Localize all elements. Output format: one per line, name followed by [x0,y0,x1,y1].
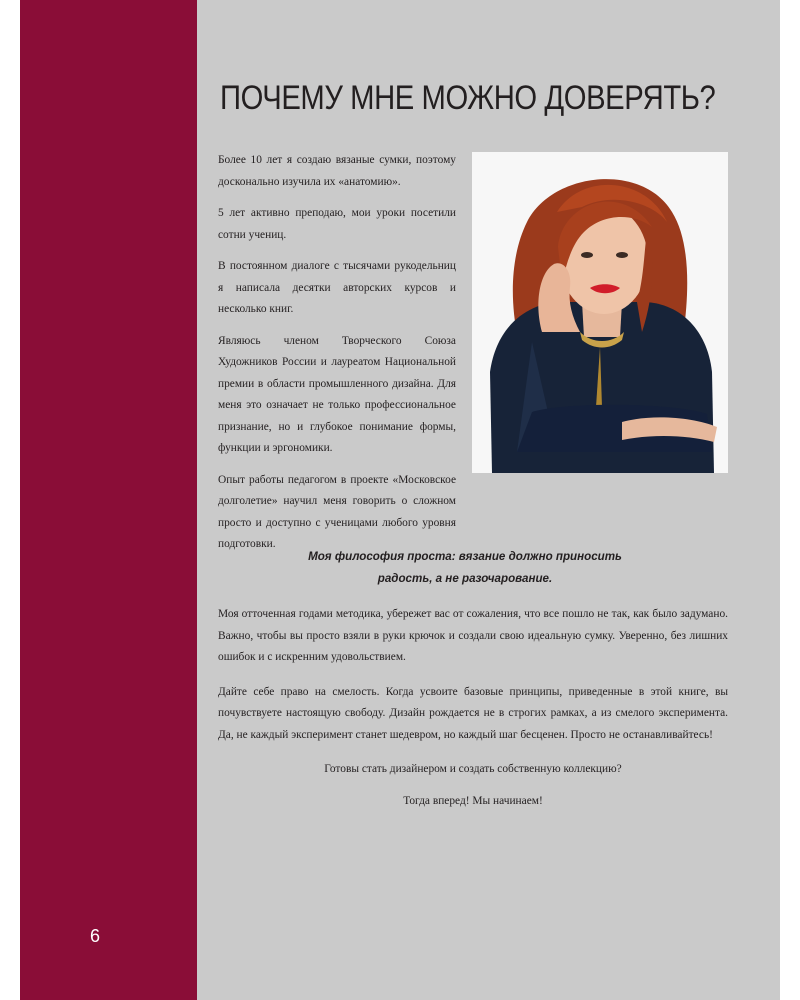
quote-line: радость, а не разочарование. [377,572,553,585]
closing-line: Готовы стать дизайнером и создать собственную коллекцию? [324,763,622,775]
quote-line: Моя философия проста: вязание должно приносить [308,550,622,563]
intro-paragraph: В постоянном диалоге с тысячами рукодельниц я написала десятки авторских курсов и несколько книг. [218,260,456,315]
intro-paragraph: Являюсь членом Творческого Союза Художников России и лауреатом Национальной премии в области промышленного дизайна. Для меня это означает не только профессиональное признание, но и глубокое понимание формы, функции и эргономики. [218,334,456,454]
sidebar-band [20,0,197,1000]
intro-paragraph: 5 лет активно преподаю, мои уроки посетили сотни учениц. [218,207,456,241]
closing-line: Тогда вперед! Мы начинаем! [403,794,543,807]
philosophy-quote [260,546,670,590]
body-text [218,604,728,822]
author-portrait-icon [472,152,728,473]
intro-paragraph: Более 10 лет я создаю вязаные сумки, поэтому досконально изучила их «анатомию». [218,154,456,188]
intro-paragraph: Опыт работы педагогом в проекте «Московское долголетие» научил меня говорить о сложном просто и доступно с ученицами любого уровня подготовки. [218,473,456,550]
page-title: ПОЧЕМУ МНЕ МОЖНО ДОВЕРЯТЬ? [220,79,716,117]
body-paragraph: Дайте себе право на смелость. Когда усвоите базовые принципы, приведенные в этой книге, вы почувствуете настоящую свободу. Дизайн рождается не в строгих рамках, а из смелого эксперимента. Да, не каждый эксперимент станет шедевром, но каждый шаг бесценен. Просто не останавливайтесь! [218,685,728,741]
body-paragraph: Моя отточенная годами методика, убережет вас от сожаления, что все пошло не так, как было задумано. Важно, чтобы вы просто взяли в руки крючок и создали свою идеальную сумку. Уверенно, без лишних ошибок и с искренним удовольствием. [218,608,728,663]
intro-text [218,150,456,566]
author-portrait-photo [472,152,728,473]
right-margin [780,0,800,1000]
page-number: 6 [90,926,101,946]
